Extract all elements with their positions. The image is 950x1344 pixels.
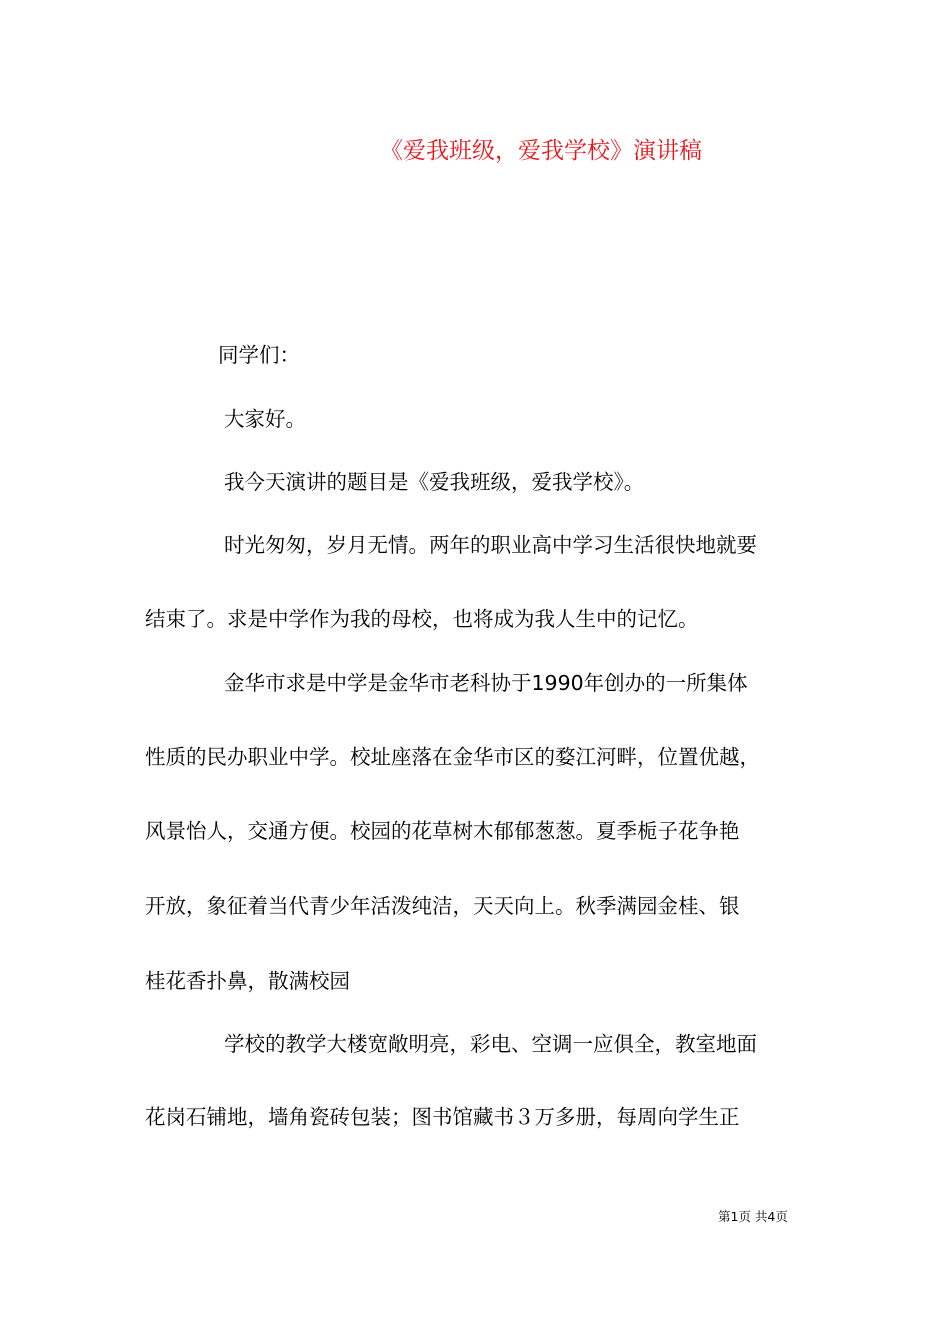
greeting: 大家好。: [224, 407, 306, 431]
paragraph-line: 金华市求是中学是金华市老科协于1990年创办的一所集体: [224, 671, 748, 695]
paragraph-line: 桂花香扑鼻，散满校园: [145, 969, 350, 993]
paragraph-line: 开放，象征着当代青少年活泼纯洁，天天向上。秋季满园金桂、银: [145, 894, 740, 918]
paragraph-line: 性质的民办职业中学。校址座落在金华市区的婺江河畔，位置优越，: [145, 745, 760, 769]
paragraph-line: 学校的教学大楼宽敞明亮，彩电、空调一应俱全，教室地面: [224, 1032, 757, 1056]
paragraph-line: 时光匆匆，岁月无情。两年的职业高中学习生活很快地就要: [224, 533, 757, 557]
paragraph-line: 风景怡人，交通方便。校园的花草树木郁郁葱葱。夏季栀子花争艳: [145, 819, 740, 843]
paragraph-line: 花岗石铺地，墙角瓷砖包装；图书馆藏书３万多册，每周向学生正: [145, 1105, 740, 1129]
paragraph-line: 结束了。求是中学作为我的母校，也将成为我人生中的记忆。: [145, 607, 699, 631]
document-title: 《爱我班级，爱我学校》演讲稿: [380, 138, 702, 164]
speech-topic: 我今天演讲的题目是《爱我班级，爱我学校》。: [224, 470, 645, 494]
page-number-footer: 第1页 共4页: [718, 1209, 788, 1224]
salutation: 同学们：: [218, 343, 300, 367]
